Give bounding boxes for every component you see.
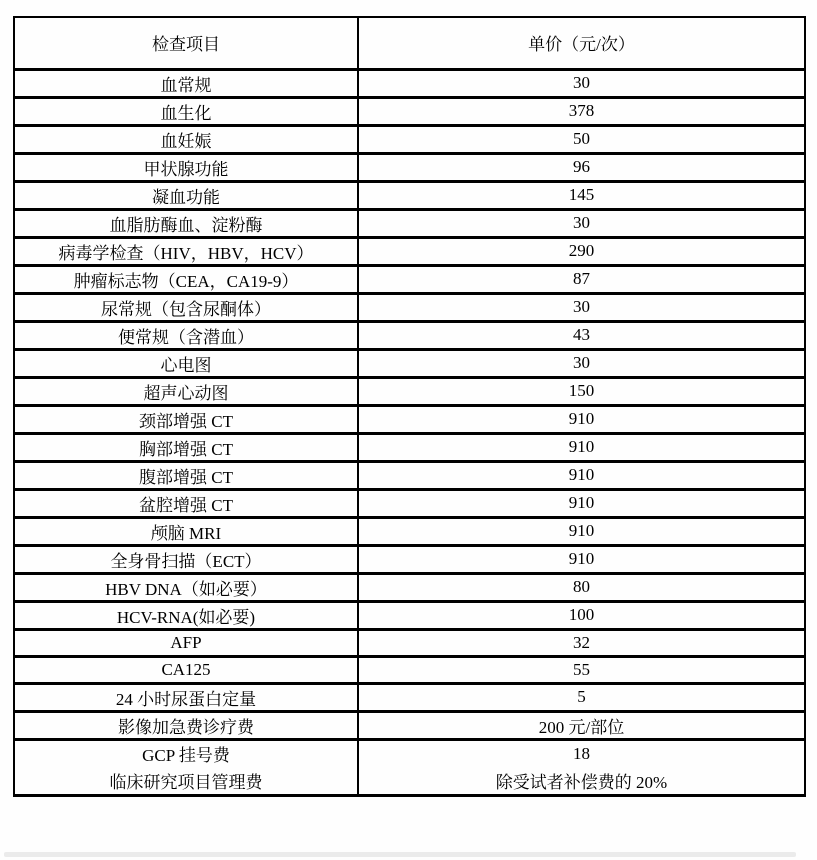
table-row xyxy=(14,237,805,265)
price-cell: 910 xyxy=(358,517,805,545)
table-row xyxy=(14,767,805,795)
table-row xyxy=(14,209,805,237)
item-cell: 颅脑 MRI xyxy=(14,517,358,545)
item-cell: HCV-RNA(如必要) xyxy=(14,601,358,629)
table-row xyxy=(14,461,805,489)
table-row xyxy=(14,573,805,601)
price-cell: 910 xyxy=(358,545,805,573)
table-row xyxy=(14,153,805,181)
table-row xyxy=(14,711,805,739)
item-cell: 超声心动图 xyxy=(14,377,358,405)
table-row xyxy=(14,433,805,461)
price-cell: 87 xyxy=(358,265,805,293)
item-cell: 血常规 xyxy=(14,69,358,97)
item-cell: 24 小时尿蛋白定量 xyxy=(14,683,358,711)
price-table xyxy=(13,16,806,797)
price-cell: 55 xyxy=(358,656,805,683)
price-cell: 96 xyxy=(358,153,805,181)
item-cell: 全身骨扫描（ECT） xyxy=(14,545,358,573)
price-cell: 290 xyxy=(358,237,805,265)
item-cell: 血生化 xyxy=(14,97,358,125)
item-cell: 尿常规（包含尿酮体） xyxy=(14,293,358,321)
price-cell: 100 xyxy=(358,601,805,629)
item-cell: 盆腔增强 CT xyxy=(14,489,358,517)
table-row xyxy=(14,377,805,405)
item-cell: 胸部增强 CT xyxy=(14,433,358,461)
price-cell: 80 xyxy=(358,573,805,601)
table-row xyxy=(14,265,805,293)
table-row xyxy=(14,656,805,683)
table-row xyxy=(14,293,805,321)
price-cell: 200 元/部位 xyxy=(358,711,805,739)
price-cell: 145 xyxy=(358,181,805,209)
table-row xyxy=(14,349,805,377)
price-cell: 30 xyxy=(358,69,805,97)
table-row xyxy=(14,69,805,97)
table-row xyxy=(14,545,805,573)
price-cell: 910 xyxy=(358,489,805,517)
table-row xyxy=(14,601,805,629)
scan-shadow xyxy=(4,852,796,857)
item-cell: 影像加急费诊疗费 xyxy=(14,711,358,739)
item-cell: 凝血功能 xyxy=(14,181,358,209)
table-row xyxy=(14,181,805,209)
price-cell: 910 xyxy=(358,461,805,489)
table-row xyxy=(14,739,805,767)
price-cell: 30 xyxy=(358,209,805,237)
price-cell: 18 xyxy=(358,739,805,767)
price-cell: 910 xyxy=(358,433,805,461)
table-row xyxy=(14,321,805,349)
item-cell: 便常规（含潜血） xyxy=(14,321,358,349)
table-body xyxy=(14,69,805,795)
price-cell: 150 xyxy=(358,377,805,405)
item-cell: HBV DNA（如必要） xyxy=(14,573,358,601)
item-cell: 心电图 xyxy=(14,349,358,377)
column-header-item: 检查项目 xyxy=(14,17,358,69)
item-cell: 血妊娠 xyxy=(14,125,358,153)
price-cell: 除受试者补偿费的 20% xyxy=(358,767,805,795)
item-cell: 甲状腺功能 xyxy=(14,153,358,181)
table-row xyxy=(14,125,805,153)
item-cell: AFP xyxy=(14,629,358,656)
item-cell: 血脂肪酶血、淀粉酶 xyxy=(14,209,358,237)
item-cell: 颈部增强 CT xyxy=(14,405,358,433)
price-cell: 30 xyxy=(358,349,805,377)
item-cell: 肿瘤标志物（CEA，CA19-9） xyxy=(14,265,358,293)
header-row xyxy=(14,17,805,69)
item-cell: 病毒学检查（HIV，HBV，HCV） xyxy=(14,237,358,265)
table-row xyxy=(14,629,805,656)
price-cell: 910 xyxy=(358,405,805,433)
price-cell: 5 xyxy=(358,683,805,711)
price-cell: 43 xyxy=(358,321,805,349)
item-cell: GCP 挂号费 xyxy=(14,739,358,767)
table-row xyxy=(14,405,805,433)
item-cell: 临床研究项目管理费 xyxy=(14,767,358,795)
table-row xyxy=(14,517,805,545)
column-header-price: 单价（元/次） xyxy=(358,17,805,69)
table-row xyxy=(14,683,805,711)
price-cell: 32 xyxy=(358,629,805,656)
table-row xyxy=(14,489,805,517)
price-cell: 30 xyxy=(358,293,805,321)
price-cell: 378 xyxy=(358,97,805,125)
price-cell: 50 xyxy=(358,125,805,153)
table-row xyxy=(14,97,805,125)
item-cell: 腹部增强 CT xyxy=(14,461,358,489)
item-cell: CA125 xyxy=(14,656,358,683)
